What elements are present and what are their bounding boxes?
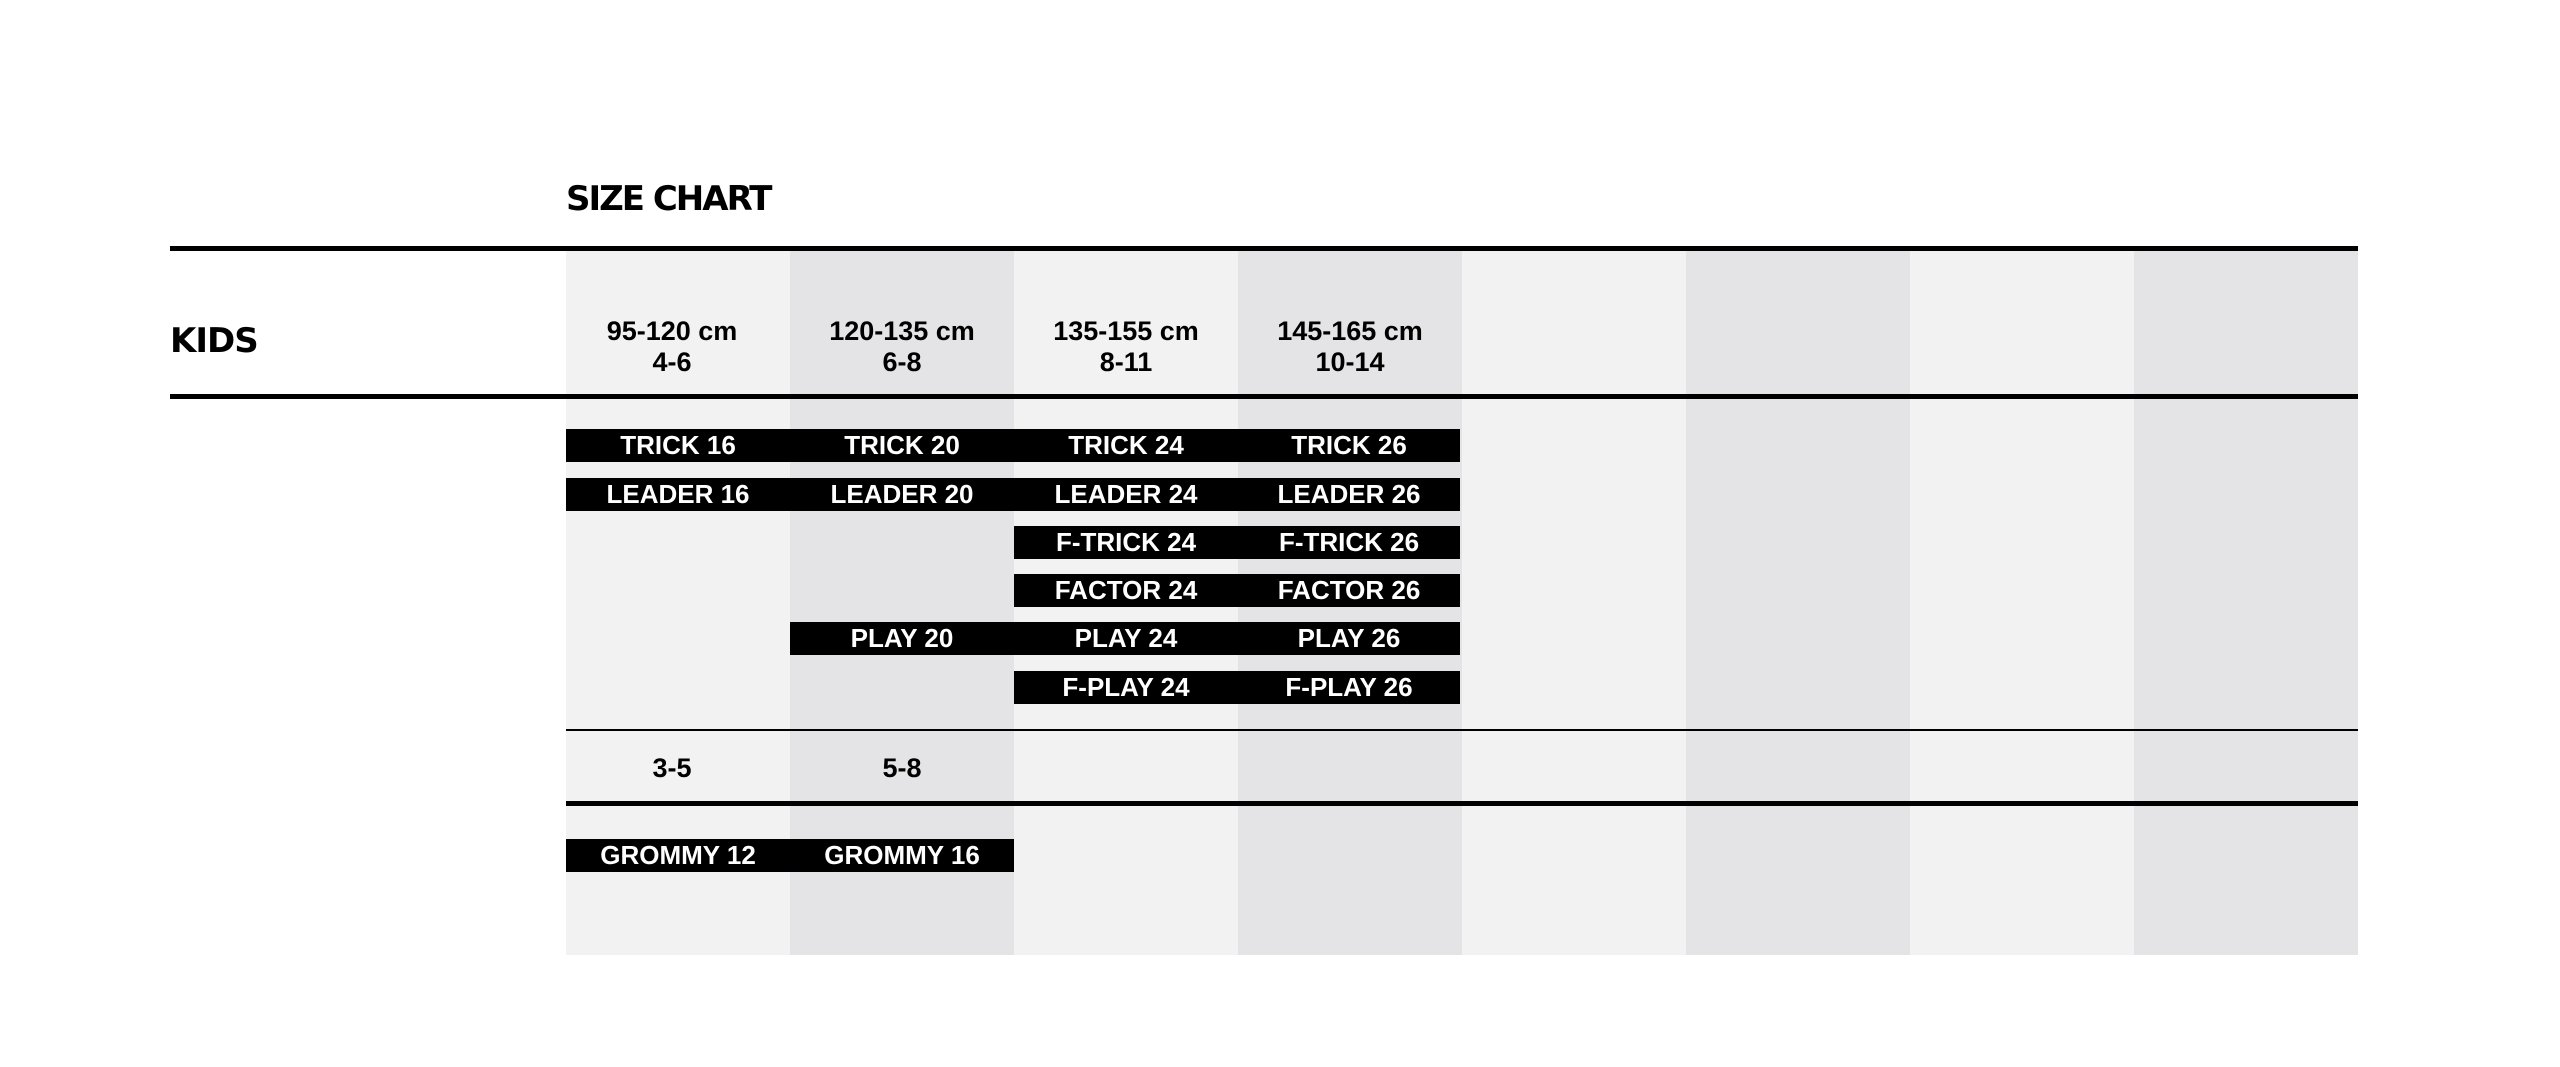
model-trick-24: TRICK 24: [1014, 429, 1238, 462]
column-header-1: [560, 316, 784, 378]
model-play-20: PLAY 20: [790, 622, 1014, 655]
column-header-4: [1238, 316, 1462, 378]
model-f-trick-24: F-TRICK 24: [1014, 526, 1238, 559]
height-range: 135-155 cm: [1053, 316, 1199, 346]
header-bottom-rule: [170, 394, 2358, 399]
header-top-rule: [170, 246, 2358, 251]
column-header-2: [790, 316, 1014, 378]
grommy-age-2: 5-8: [882, 753, 922, 783]
height-range: 120-135 cm: [829, 316, 975, 346]
age-range: 6-8: [882, 347, 922, 377]
model-trick-16: TRICK 16: [566, 429, 790, 462]
model-grommy-12: GROMMY 12: [566, 839, 790, 872]
grommy-section-rule: [566, 729, 2358, 731]
model-f-play-24: F-PLAY 24: [1014, 671, 1238, 704]
column-background-5: [1462, 248, 1686, 955]
age-range: 4-6: [652, 347, 692, 377]
model-leader-26: LEADER 26: [1238, 478, 1460, 511]
model-play-24: PLAY 24: [1014, 622, 1238, 655]
height-range: 95-120 cm: [606, 316, 738, 346]
model-grommy-16: GROMMY 16: [790, 839, 1014, 872]
model-leader-16: LEADER 16: [566, 478, 790, 511]
column-header-3: [1014, 316, 1238, 378]
height-range: 145-165 cm: [1277, 316, 1423, 346]
model-factor-26: FACTOR 26: [1238, 574, 1460, 607]
column-background-6: [1686, 248, 1910, 955]
column-background-8: [2134, 248, 2358, 955]
model-f-trick-26: F-TRICK 26: [1238, 526, 1460, 559]
column-background-7: [1910, 248, 2134, 955]
age-range: 8-11: [1099, 347, 1153, 377]
model-trick-26: TRICK 26: [1238, 429, 1460, 462]
model-factor-24: FACTOR 24: [1014, 574, 1238, 607]
age-range: 10-14: [1315, 347, 1385, 377]
model-trick-20: TRICK 20: [790, 429, 1014, 462]
model-leader-20: LEADER 20: [790, 478, 1014, 511]
grommy-age-1: 3-5: [652, 753, 692, 783]
page-title: SIZE CHART: [566, 179, 771, 219]
section-label-kids: KIDS: [170, 321, 258, 361]
grommy-age-rule: [566, 801, 2358, 806]
model-play-26: PLAY 26: [1238, 622, 1460, 655]
model-leader-24: LEADER 24: [1014, 478, 1238, 511]
model-f-play-26: F-PLAY 26: [1238, 671, 1460, 704]
